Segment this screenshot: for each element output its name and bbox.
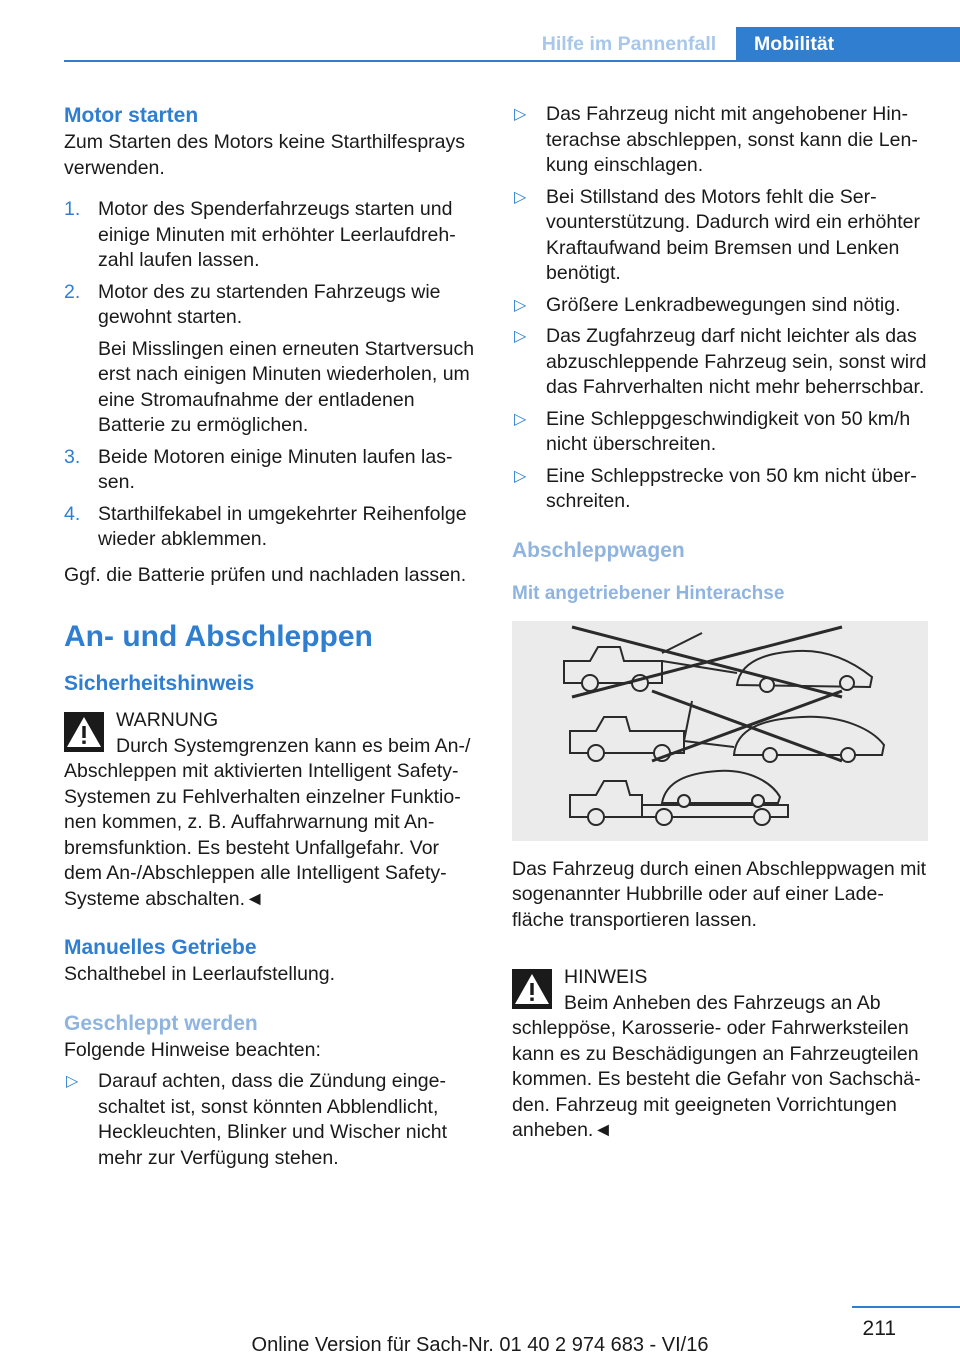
list-item — [512, 407, 928, 458]
towing-illustration — [512, 621, 928, 841]
list-item — [64, 197, 478, 274]
tow-truck-subheading: Mit angetriebener Hinterachse — [512, 582, 785, 604]
bullet-triangle-icon: ▷ — [514, 410, 527, 428]
header-rule — [64, 60, 960, 62]
motor-outro: Ggf. die Batterie prüfen und nachladen lassen. — [64, 563, 467, 586]
footer-online-version: Online Version für Sach-Nr. 01 40 2 974 683 - VI/16 — [251, 1334, 709, 1356]
list-item-text: Starthilfekabel in umgekehrter Reihenfolge wieder abklemmen. — [98, 502, 467, 550]
list-item-text: Eine Schleppgeschwindigkeit von 50 km/h nicht überschreiten. — [546, 407, 911, 455]
list-item-text: Eine Schleppstrecke von 50 km nicht überschreiten. — [546, 464, 917, 512]
bullet-triangle-icon: ▷ — [514, 188, 527, 206]
header-section-tab: Hilfe im Pannenfall — [541, 33, 717, 55]
list-item — [64, 280, 478, 439]
list-item — [512, 324, 928, 401]
list-item-text: Das Fahrzeug nicht mit angehobener Hinterachse abschleppen, sonst kann die Lenkung einschlagen. — [546, 103, 918, 176]
left-column — [64, 102, 478, 1171]
list-item — [512, 293, 928, 319]
list-item — [64, 1069, 478, 1171]
page-number-rule — [852, 1306, 960, 1308]
list-item-text: Motor des zu startenden Fahrzeugs wie gewohnt starten. — [98, 280, 441, 328]
warning-icon — [512, 969, 552, 1009]
list-item-text: Beide Motoren einige Minuten laufen lassen. — [98, 445, 453, 493]
list-item — [64, 502, 478, 553]
warning-icon — [64, 712, 104, 752]
towed-heading: Geschleppt werden — [64, 1011, 258, 1035]
safety-heading: Sicherheitshinweis — [64, 672, 255, 695]
note-block — [512, 965, 928, 1144]
list-item — [512, 464, 928, 515]
manual-gearbox-text: Schalthebel in Leerlaufstellung. — [64, 963, 336, 985]
towed-intro: Folgende Hinweise beachten: — [64, 1038, 321, 1061]
list-number: 3. — [64, 445, 81, 468]
motor-intro: Zum Starten des Motors keine Starthilfesprays verwenden. — [64, 131, 465, 179]
page-number: 211 — [862, 1317, 896, 1340]
bullet-triangle-icon: ▷ — [514, 296, 527, 314]
list-item — [512, 185, 928, 287]
bullet-triangle-icon: ▷ — [514, 106, 527, 123]
list-item-text: Bei Stillstand des Motors fehlt die Servounterstützung. Dadurch wird ein erhöhter Kraftaufwand beim Bremsen und Lenken benötigt. — [546, 185, 920, 284]
warning-text-first: Durch Systemgrenzen kann es beim An-/ — [116, 734, 471, 757]
warning-label: WARNUNG — [116, 709, 219, 731]
list-number: 2. — [64, 280, 81, 303]
manual-gearbox-heading: Manuelles Getriebe — [64, 936, 257, 959]
note-text-first: Beim Anheben des Fahrzeugs an Ab — [564, 991, 881, 1014]
warning-text: Abschleppen mit aktivierten Intelligent Safety-Systemen zu Fehlverhalten einzelner Funktionen kommen, z. B. Auffahrwarnung mit Anbremsfunktion. Es besteht Unfallgefahr. Vor dem An-/Abschleppen alle Intelligent Safety-Systeme abschalten.◄ — [64, 760, 461, 910]
list-item-subtext: Bei Misslingen einen erneuten Startversuch erst nach einigen Minuten wiederholen, um eine Stromaufnahme der entladenen Batterie zu ermöglichen. — [98, 337, 475, 436]
note-text: schleppöse, Karosserie- oder Fahrwerksteilen kann es zu Beschädigungen an Fahrzeugteilen kommen. Es besteht die Gefahr von Sachschäden. Fahrzeug mit geeigneten Vorrichtungen anheben.◄ — [512, 1017, 921, 1141]
bullet-triangle-icon: ▷ — [514, 328, 527, 345]
bullet-triangle-icon: ▷ — [514, 467, 527, 485]
list-number: 4. — [64, 502, 81, 525]
bullet-triangle-icon: ▷ — [66, 1073, 79, 1090]
list-item — [512, 102, 928, 179]
list-item-text: Größere Lenkradbewegungen sind nötig. — [546, 293, 901, 316]
section-heading: An- und Abschleppen — [64, 620, 373, 653]
motor-heading: Motor starten — [64, 104, 199, 127]
list-number: 1. — [64, 198, 81, 220]
figure-caption: Das Fahrzeug durch einen Abschleppwagen mit sogenannter Hubbrille oder auf einer Ladefläche transportieren lassen. — [512, 857, 927, 931]
right-column — [512, 102, 928, 1144]
header-chapter-tab: Mobilität — [736, 27, 960, 62]
list-item-text: Das Zugfahrzeug darf nicht leichter als das abzuschleppende Fahrzeug sein, sonst wird das Fahrverhalten nicht mehr beherrschbar. — [546, 325, 927, 398]
warning-block — [64, 708, 478, 912]
list-item — [64, 445, 478, 496]
tow-truck-heading: Abschleppwagen — [512, 538, 685, 562]
list-item-text: Motor des Spenderfahrzeugs starten und einige Minuten mit erhöhter Leerlaufdrehzahl laufen lassen. — [98, 198, 456, 271]
note-label: HINWEIS — [564, 966, 648, 988]
list-item-text: Darauf achten, dass die Zündung eingeschaltet ist, sonst könnten Abblendlicht, Heckleuchten, Blinker und Wischer nicht mehr zur Verfügung stehen. — [98, 1070, 447, 1169]
